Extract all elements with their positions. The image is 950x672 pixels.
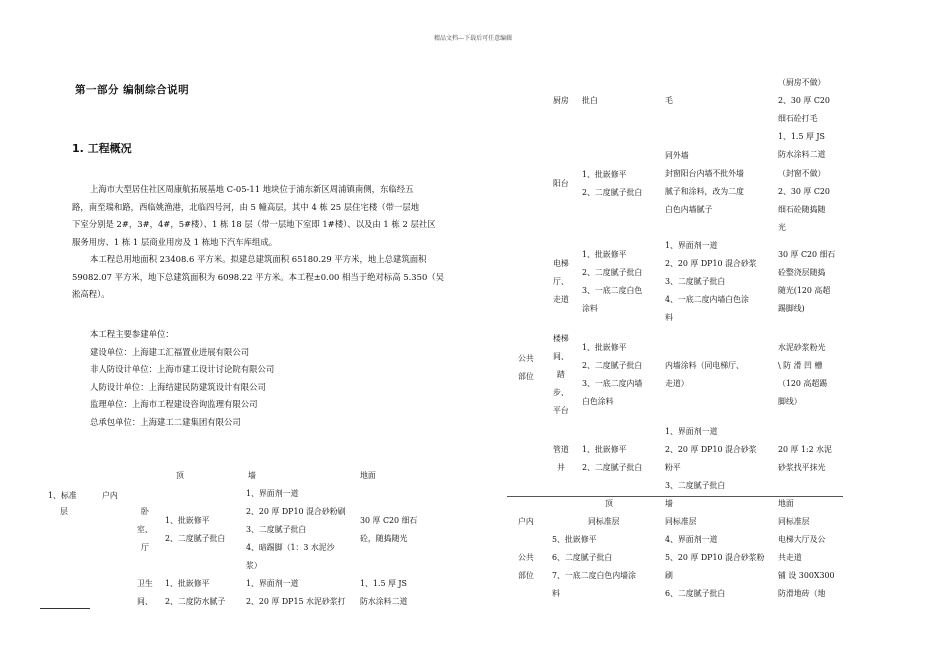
kitchen-ceiling: 批白 (582, 96, 598, 105)
indoor-floor-2: 同标准层 (778, 517, 810, 526)
row-label-standard: 1、标准 (48, 491, 77, 500)
overview-paragraph-1 (72, 181, 436, 251)
bathroom-wall: 1、界面剂一道 2、20 厚 DP15 水泥砂浆打 (246, 579, 346, 606)
para1-line: 下室分别是 2#，3#，4#，5#楼）、1 栋 18 层（带一层地下室即 1#楼）、以及由 1 栋 2 层社区 (72, 219, 436, 230)
balcony-floor: （封窗不做） 2、30 厚 C20 细石砼随捣随 光 (778, 169, 830, 232)
participants-intro: 本工程主要参建单位： (90, 329, 174, 339)
bedroom-wall: 1、界面剂一道 2、20 厚 DP10 混合砂粉刷 3、二度腻子批白 4、暗踢脚（1：3 水泥沙 浆） (246, 489, 346, 570)
participant-item: 建设单位：上海建工汇福置业进展有限公司 (90, 346, 250, 357)
room-pipe-shaft: 管道 井 (553, 445, 569, 472)
bedroom-ceiling: 1、批嵌修平 2、二度腻子批白 (165, 516, 226, 543)
elevator-ceiling: 1、批嵌修平 2、二度腻子批白 3、一底二度白色 涂料 (582, 250, 643, 313)
stair-ceiling: 1、批嵌修平 2、二度腻子批白 3、一底二度内墙 白色涂料 (582, 343, 643, 406)
pipe-floor: 20 厚 1:2 水泥 砂浆找平抹光 (778, 445, 832, 472)
col-header-ding: 顶 (176, 471, 184, 480)
col-header-ding-2: 顶 (605, 499, 613, 508)
kitchen-floor: （厨房不做） 2、30 厚 C20 细石砼打毛 1、1.5 厚 JS 防水涂料二道 (778, 78, 830, 159)
room-stairwell: 楼梯 间、 踏 步、 平台 (553, 334, 569, 415)
para1-line: 路，南至瑞和路，西临姚渔港，北临四号河，由 5 幢高层，其中 4 栋 25 层住宅楼（带一层地 (72, 201, 420, 212)
para1-line: 上海市大型居住社区周康航拓展基地 C-05-11 地块位于浦东新区周浦镇南侧，东临经五 (90, 184, 414, 194)
para1-line: 服务用房、1 栋 1 层商业用房及 1 栋地下汽车库组成。 (72, 236, 278, 247)
part-title: 第一部分 编制综合说明 (75, 84, 190, 96)
col-header-dimian-2: 地面 (778, 499, 794, 508)
para2-line: 59082.07 平方米，地下总建筑面积为 6098.22 平方米。本工程±0.00 相当于绝对标高 5.350（吴 (72, 271, 445, 282)
overview-paragraph-2 (72, 251, 444, 304)
footnote-rule (40, 608, 90, 609)
elevator-wall: 1、界面剂一道 2、20 厚 DP10 混合砂浆 3、二度腻子批白 4、一底二度内墙白色涂 料 (665, 241, 757, 322)
col-header-qiang: 墙 (248, 471, 256, 480)
bedroom-floor: 30 厚 C20 细石 砼，随捣随光 (360, 516, 418, 543)
pipe-ceiling: 1、批嵌修平 2、二度腻子批白 (582, 445, 643, 472)
kitchen-wall: 毛 (665, 96, 673, 105)
row-label-standard-2: 层 (60, 507, 68, 516)
bathroom-floor: 1、1.5 厚 JS 防水涂料二道 (360, 579, 408, 606)
table-rule (507, 496, 843, 497)
participant-item: 非人防设计单位：上海市建工设计讨论院有限公司 (90, 364, 275, 375)
stair-floor: 水泥砂浆粉光 \ 防 滑 凹 槽 （120 高超踢 脚线） (778, 343, 828, 406)
col-header-qiang-2: 墙 (665, 499, 673, 508)
pipe-wall: 1、界面剂一道 2、20 厚 DP10 混合砂浆 粉平 3、二度腻子批白 (665, 427, 757, 490)
participants-list (90, 326, 274, 432)
para2-line: 本工程总用地面积 23408.6 平方米。拟建总建筑面积 65180.29 平方米，地上总建筑面积 (90, 254, 427, 264)
room-balcony: 阳台 (553, 179, 569, 188)
room-bathroom: 卫生 间、 (137, 579, 153, 606)
participant-item: 总承包单位：上海建工二建集团有限公司 (90, 416, 241, 427)
participant-item: 人防设计单位：上海结建民防建筑设计有限公司 (90, 381, 266, 392)
room-kitchen: 厨房 (553, 96, 569, 105)
public-ceiling-2: 5、批嵌修平 6、二度腻子批白 7、一底二度白色内墙涂 料 (552, 535, 636, 598)
row-label-indoor-2: 户内 (518, 517, 534, 526)
balcony-ceiling: 1、批嵌修平 2、二度腻子批白 (582, 170, 643, 197)
para2-line: 淞高程）。 (72, 289, 110, 300)
bathroom-ceiling: 1、批嵌修平 2、二度防水腻子 (165, 579, 226, 606)
indoor-wall-2: 同标准层 (665, 517, 697, 526)
room-bedroom: 卧 室、 厅 (137, 507, 153, 552)
public-wall-2: 4、界面剂一道 5、20 厚 DP10 混合砂浆粉 刷 6、二度腻子批白 (665, 535, 765, 598)
stair-wall: 内墙涂料（同电梯厅、 走道） (665, 361, 744, 388)
balcony-wall: 同外墙 封窗阳台内墙不批外墙 腻子和涂料，改为二度 白色内墙腻子 (665, 151, 744, 214)
public-area-label: 公共 部位 (518, 354, 534, 381)
room-elevator-lobby: 电梯 厅、 走道 (553, 259, 569, 304)
elevator-floor: 30 厚 C20 细石 砼整浇层随捣 随光(120 高超 踢脚线) (778, 250, 836, 313)
section-title: 1. 工程概况 (72, 142, 132, 155)
col-header-dimian: 地面 (360, 471, 376, 480)
indoor-ceiling-2: 同标准层 (588, 517, 620, 526)
public-floor-2: 电梯大厅及公 共走道 铺 设 300X300 防滑地砖（地 (778, 535, 835, 598)
participant-item: 监理单位：上海市工程建设咨询监理有限公司 (90, 399, 258, 410)
page-header: 精品文档---下载后可任意编辑 (434, 35, 513, 42)
sub-label-indoor: 户内 (102, 491, 118, 500)
row-label-public-2: 公共 部位 (518, 553, 534, 580)
